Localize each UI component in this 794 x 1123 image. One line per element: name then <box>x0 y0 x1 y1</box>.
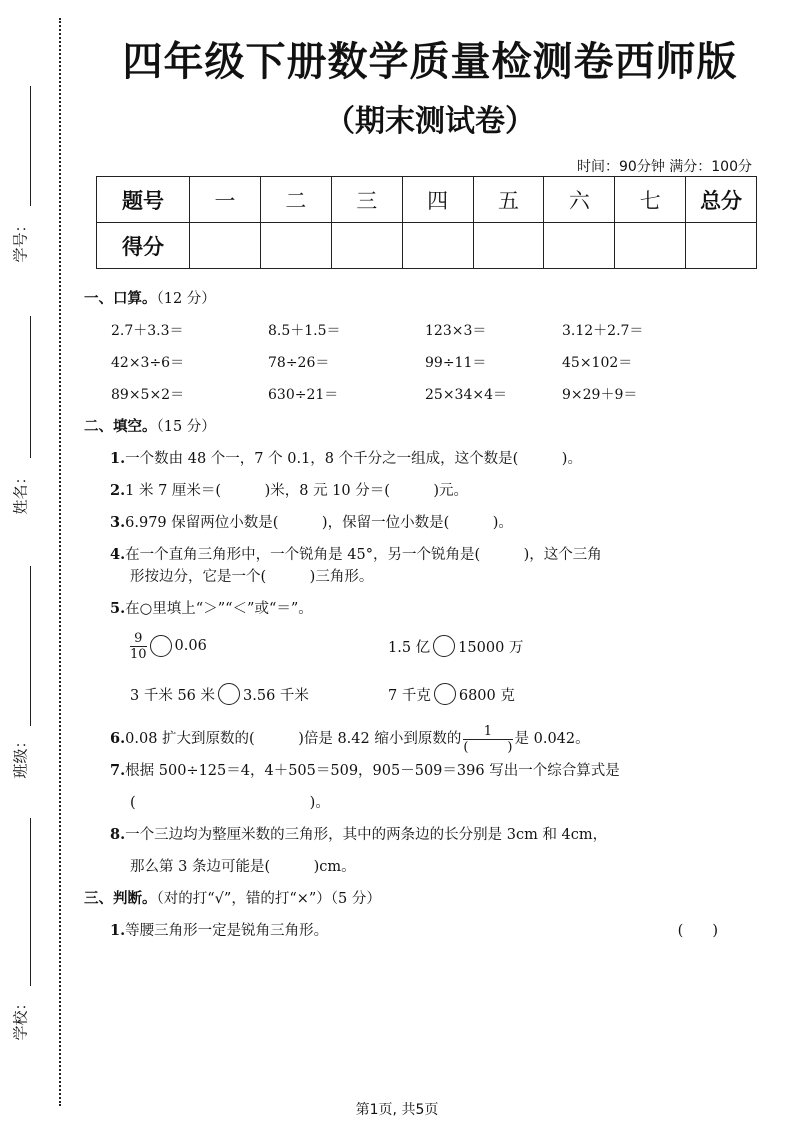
question-text: 1 米 7 厘米＝( )米，8 元 10 分＝( )元。 <box>125 483 469 499</box>
mental-math-item: 99÷11＝ <box>425 355 487 371</box>
question-number: 6. <box>110 730 126 747</box>
mental-math-item: 45×102＝ <box>562 355 633 371</box>
question-2-3 <box>84 512 764 544</box>
question-text: 在○里填上“＞”“＜”或“＝”。 <box>125 601 313 617</box>
mental-math-item: 78÷26＝ <box>268 355 330 371</box>
question-text: 一个数由 48 个一，7 个 0.1，8 个千分之一组成，这个数是( )。 <box>125 451 582 467</box>
question-number: 8. <box>110 826 126 843</box>
compare-left: 1.5 亿 <box>388 639 431 656</box>
question-text: 在一个直角三角形中，一个锐角是 45°，另一个锐角是( )，这个三角 <box>125 547 602 563</box>
score-header-cell: 二 <box>260 177 331 223</box>
cut-line <box>59 18 61 1106</box>
fraction-numerator: 9 <box>134 630 143 646</box>
question-text: 等腰三角形一定是锐角三角形。 <box>125 923 329 939</box>
question-number: 1. <box>110 450 126 467</box>
question-2-1 <box>84 448 764 480</box>
class-line <box>30 566 31 726</box>
mental-math-item: 25×34×4＝ <box>425 387 507 403</box>
compare-row-2 <box>84 670 764 718</box>
mental-math-item: 2.7＋3.3＝ <box>111 323 184 339</box>
question-2-5 <box>84 598 764 622</box>
question-text: 一个三边均为整厘米数的三角形，其中的两条边的长分别是 3cm 和 4cm， <box>125 827 608 843</box>
mental-math-item: 9×29＋9＝ <box>562 387 638 403</box>
binding-margin <box>0 0 62 1123</box>
exam-subtitle: （期末测试卷） <box>325 104 535 139</box>
exam-meta: 时间：90分钟 满分：100分 <box>577 159 752 175</box>
question-2-4 <box>84 544 764 566</box>
question-text-tail: 是 0.042。 <box>514 731 590 747</box>
question-number: 2. <box>110 482 126 499</box>
section-1-heading <box>84 288 764 320</box>
score-header-cell: 三 <box>331 177 402 223</box>
mental-math-grid <box>84 320 764 416</box>
fraction <box>463 724 512 755</box>
school-label: 学校： <box>11 995 30 1041</box>
mental-math-item: 3.12＋2.7＝ <box>562 323 644 339</box>
score-cell[interactable] <box>260 223 331 269</box>
question-text: 0.08 扩大到原数的( )倍是 8.42 缩小到原数的 <box>125 731 462 747</box>
score-header-cell: 七 <box>615 177 686 223</box>
compare-item <box>388 635 523 657</box>
fraction <box>130 631 147 662</box>
compare-item <box>130 631 388 662</box>
school-line <box>30 818 31 986</box>
compare-right: 15000 万 <box>458 639 524 656</box>
question-2-8 <box>84 824 764 856</box>
compare-circle[interactable] <box>434 683 456 705</box>
score-cell[interactable] <box>544 223 615 269</box>
compare-right: 0.06 <box>174 638 207 654</box>
section-1-points: （12 分） <box>156 291 216 307</box>
section-1-title: 一、口算。 <box>84 290 157 307</box>
class-label: 班级： <box>11 733 30 779</box>
score-cell[interactable] <box>615 223 686 269</box>
section-2-title: 二、填空。 <box>84 418 157 435</box>
compare-item <box>130 683 388 705</box>
name-line <box>30 316 31 458</box>
score-table <box>96 176 757 269</box>
question-2-2 <box>84 480 764 512</box>
compare-circle[interactable] <box>433 635 455 657</box>
question-2-4-continued: 形按边分，它是一个( )三角形。 <box>130 569 374 585</box>
question-number: 1. <box>110 922 126 939</box>
score-cell[interactable] <box>402 223 473 269</box>
fraction-denominator: 10 <box>130 646 147 662</box>
answer-bracket[interactable]: ( ) <box>677 923 718 939</box>
section-2-heading <box>84 416 764 448</box>
score-cell[interactable] <box>331 223 402 269</box>
score-cell[interactable] <box>686 223 757 269</box>
student-id-line <box>30 86 31 206</box>
score-cell[interactable] <box>190 223 261 269</box>
section-3-heading <box>84 888 764 920</box>
score-header-cell: 总分 <box>686 177 757 223</box>
section-2-points: （15 分） <box>156 419 216 435</box>
mental-math-item: 123×3＝ <box>425 323 487 339</box>
mental-math-item: 8.5＋1.5＝ <box>268 323 341 339</box>
name-label: 姓名： <box>11 469 30 515</box>
exam-content <box>84 288 764 952</box>
section-3-points: （对的打“√”，错的打“×”）（5 分） <box>156 891 381 907</box>
score-header-cell: 四 <box>402 177 473 223</box>
compare-left: 3 千米 56 米 <box>130 687 216 704</box>
question-2-6 <box>84 718 764 760</box>
mental-math-item: 89×5×2＝ <box>111 387 185 403</box>
score-header-cell: 五 <box>473 177 544 223</box>
question-number: 3. <box>110 514 126 531</box>
question-2-7 <box>84 760 764 792</box>
question-2-8-continued: 那么第 3 条边可能是( )cm。 <box>130 859 356 875</box>
fraction-numerator: 1 <box>483 723 493 739</box>
compare-right: 3.56 千米 <box>243 687 309 704</box>
question-text: 根据 500÷125＝4，4＋505＝509，905－509＝396 写出一个综合算式是 <box>125 763 620 779</box>
score-header-row <box>97 177 757 223</box>
compare-circle[interactable] <box>218 683 240 705</box>
student-id-label: 学号： <box>11 217 30 263</box>
exam-title: 四年级下册数学质量检测卷西师版 <box>122 39 738 85</box>
score-header-cell: 一 <box>190 177 261 223</box>
section-3-title: 三、判断。 <box>84 890 157 907</box>
mental-math-item: 42×3÷6＝ <box>111 355 185 371</box>
question-text: 6.979 保留两位小数是( )，保留一位小数是( )。 <box>125 515 513 531</box>
question-3-1 <box>84 920 764 952</box>
question-number: 4. <box>110 546 126 563</box>
page-footer: 第1页, 共5页 <box>355 1102 439 1118</box>
compare-item <box>388 683 515 705</box>
fraction-denominator: ( ) <box>463 739 513 755</box>
score-header-cell: 题号 <box>97 177 190 223</box>
score-value-row <box>97 223 757 269</box>
compare-row-1 <box>84 622 764 670</box>
question-2-7-continued: ( )。 <box>130 795 330 811</box>
score-cell[interactable] <box>473 223 544 269</box>
score-row-label: 得分 <box>97 223 190 269</box>
question-number: 5. <box>110 600 126 617</box>
score-header-cell: 六 <box>544 177 615 223</box>
question-number: 7. <box>110 762 126 779</box>
compare-right: 6800 克 <box>458 687 515 704</box>
compare-left: 7 千克 <box>388 687 431 704</box>
compare-circle[interactable] <box>150 635 172 657</box>
mental-math-item: 630÷21＝ <box>268 387 339 403</box>
